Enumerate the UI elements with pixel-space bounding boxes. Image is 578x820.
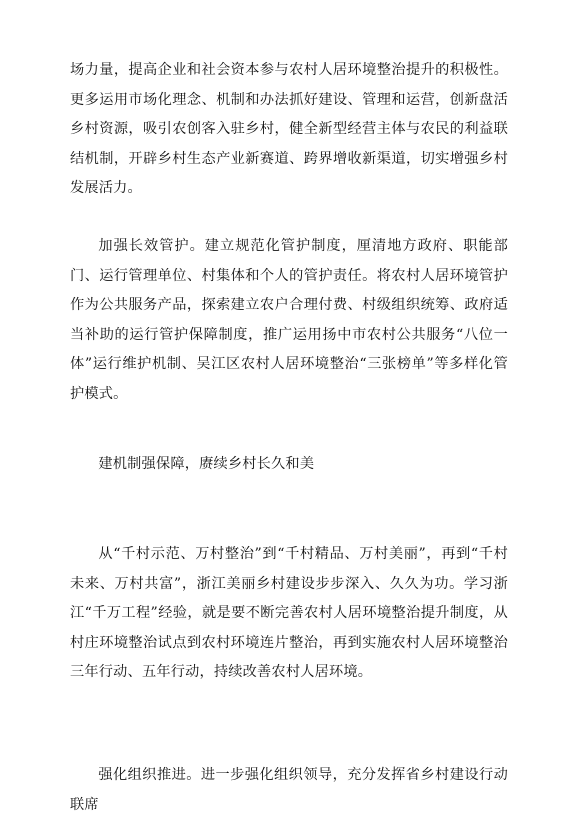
paragraph-zhejiang-experience: 从“千村示范、万村整治”到“千村精品、万村美丽”，再到“千村未来、万村共富”，浙江美丽乡村建设步步深入、久久为功。学习浙江“千万工程”经验，就是要不断完善农村人居环境整治提升制度，从村庄环境整治试点到农村环境连片整治，再到实施农村人居环境整治三年行动、五年行动，持续改善农村人居环境。 — [70, 546, 508, 680]
paragraph-organization: 强化组织推进。进一步强化组织领导，充分发挥省乡村建设行动联席 — [70, 767, 508, 813]
section-heading: 建机制强保障，赓续乡村长久和美 — [98, 456, 315, 472]
paragraph-long-term-maintenance: 加强长效管护。建立规范化管护制度，厘清地方政府、职能部门、运行管理单位、村集体和个人的管护责任。将农村人居环境管护作为公共服务产品，探索建立农户合理付费、村级组织统筹、政府适当补助的运行管护保障制度，推广运用扬中市农村公共服务“八位一体”运行维护机制、吴江区农村人居环境整治“三张榜单”等多样化管护模式。 — [70, 238, 508, 402]
paragraph-continuation: 场力量，提高企业和社会资本参与农村人居环境整治提升的积极性。更多运用市场化理念、机制和办法抓好建设、管理和运营，创新盘活乡村资源，吸引农创客入驻乡村，健全新型经营主体与农民的利益联结机制，开辟乡村生态产业新赛道、跨界增收新渠道，切实增强乡村发展活力。 — [70, 62, 508, 196]
